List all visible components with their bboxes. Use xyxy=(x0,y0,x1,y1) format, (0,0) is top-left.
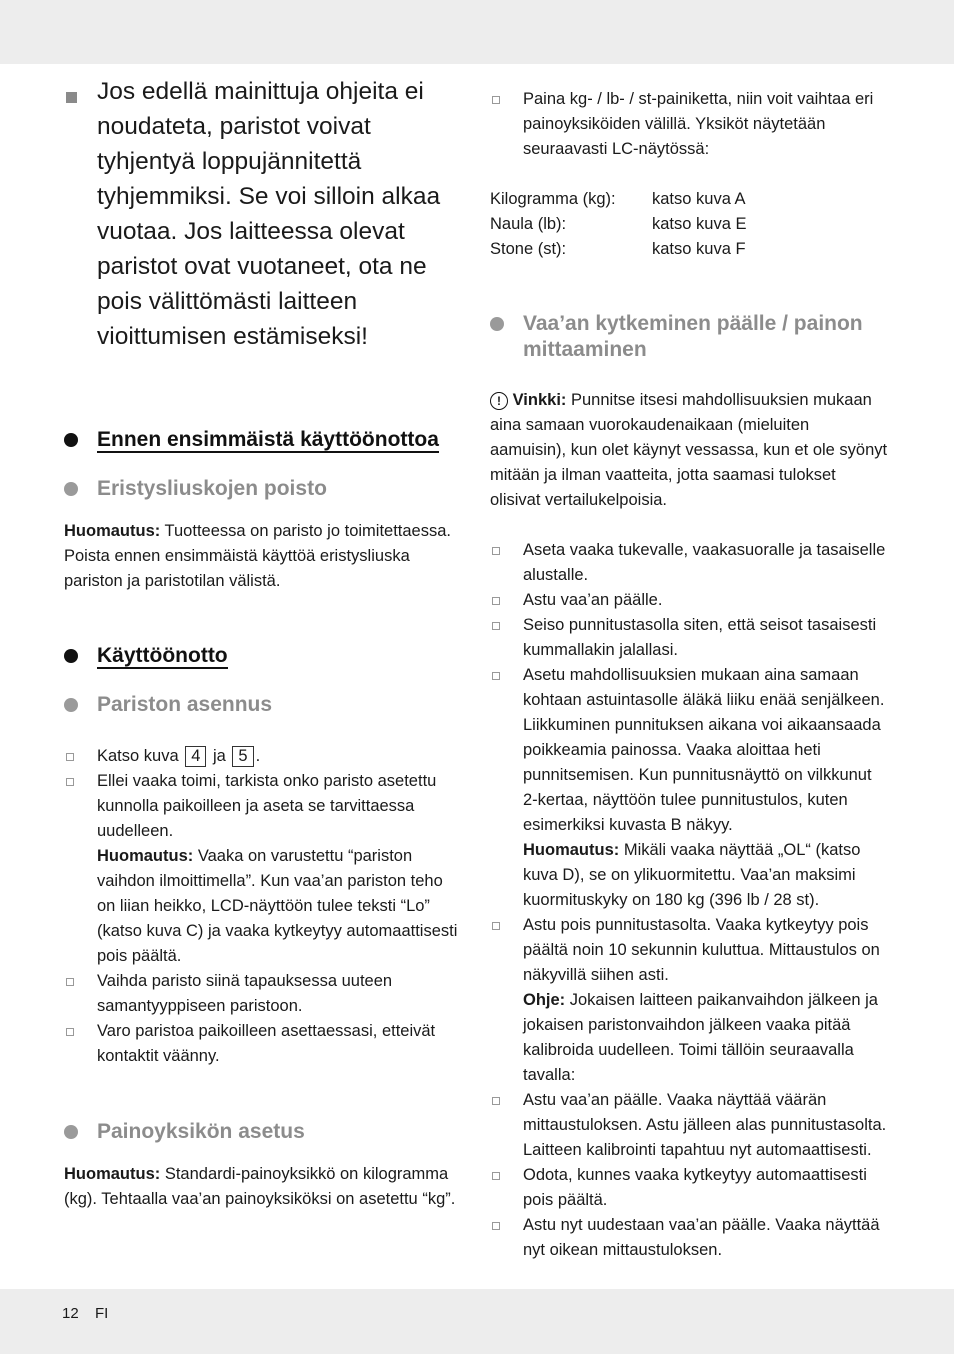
list-item: Astu pois punnitustasolta. Vaaka kytkeytyy pois päältä noin 10 sekunnin kuluttua. Mittaustulos on näkyvillä siihen asti. Ohje: Jokaisen laitteen paikanvaihdon jälkeen ja jokaisen paristonvaihdon jälkeen vaaka pitää kalibroida uudelleen. Toimi tällöin seuraavalla tavalla: xyxy=(490,913,888,1088)
bullet-dot-icon xyxy=(490,317,504,331)
bullet-dot-icon xyxy=(64,433,78,447)
weight-unit-note: Huomautus: Standardi-painoyksikkö on kilogramma (kg). Tehtaalla vaa’an painoyksiköksi on asetettu “kg”. xyxy=(64,1165,456,1208)
battery-warning: Jos edellä mainittuja ohjeita ei noudateta, paristot voivat tyhjentyä loppujännitettä tyhjemmiksi. Se voi silloin alkaa vuotaa. Jos laitteessa olevat paristot ovat vuotaneet, ota ne pois välittömästi laitteen vioittumisen estämiseksi! xyxy=(64,74,462,354)
list-item: Seiso punnitustasolla siten, että seisot tasaisesti kummallakin jalallasi. xyxy=(490,613,888,663)
subheading-battery-install: Pariston asennus xyxy=(64,692,462,718)
checkbox-bullet-icon xyxy=(66,1028,74,1036)
list-item: Ellei vaaka toimi, tarkista onko paristo asetettu kunnolla paikoilleen ja aseta se tarvittaessa uudelleen. Huomautus: Vaaka on varustettu “pariston vaihdon ilmoittimella”. Kun vaa’an pariston teho on liian heikko, LCD-näyttöön tulee teksti “Lo” (katso kuva C) ja vaaka kytkeytyy automaattisesti pois päältä. xyxy=(64,769,462,969)
list-item: Astu nyt uudestaan vaa’an päälle. Vaaka näyttää nyt oikean mittaustuloksen. xyxy=(490,1213,888,1263)
checkbox-bullet-icon xyxy=(492,1222,500,1230)
header-band xyxy=(0,0,954,64)
checkbox-bullet-icon xyxy=(492,1172,500,1180)
list-item: Varo paristoa paikoilleen asettaessasi, etteivät kontaktit väänny. xyxy=(64,1019,462,1069)
bullet-dot-icon xyxy=(64,649,78,663)
checkbox-bullet-icon xyxy=(66,978,74,986)
checkbox-bullet-icon xyxy=(492,1097,500,1105)
page-number: 12 xyxy=(62,1305,79,1322)
weighing-steps xyxy=(490,538,888,1263)
section-heading-commissioning: Käyttöönotto xyxy=(64,643,462,669)
list-item: Asetu mahdollisuuksien mukaan aina samaan kohtaan astuintasolle äläkä liiku enää senjälkeen. Liikkuminen punnituksen aikana voi aikaansaada poikkeamia painossa. Vaaka aloittaa heti punnitsemisen. Kun punnitusnäyttö on vilkkunut 2-kertaa, näyttöön tulee punnitustulos, kuten esimerkiksi kuvasta B näkyy. Huomautus: Mikäli vaaka näyttää „OL“ (katso kuva D), se on ylikuormitettu. Vaa’an maksimi kuormituskyky on 180 kg (396 lb / 28 st). xyxy=(490,663,888,913)
list-item: Paina kg- / lb- / st-painiketta, niin voit vaihtaa eri painoyksiköiden välillä. Yksiköt näytetään seuraavasti LC-näytössä: xyxy=(490,87,888,162)
checkbox-bullet-icon xyxy=(492,547,500,555)
checkbox-bullet-icon xyxy=(492,597,500,605)
language-code: FI xyxy=(95,1305,109,1322)
bullet-dot-icon xyxy=(64,698,78,712)
unit-table: Kilogramma (kg): katso kuva A Naula (lb): katso kuva E Stone (st): katso kuva F xyxy=(490,190,747,258)
figure-ref-box: 5 xyxy=(232,746,253,767)
subheading-weight-unit: Painoyksikön asetus xyxy=(64,1119,462,1145)
checkbox-bullet-icon xyxy=(66,753,74,761)
square-bullet-icon xyxy=(66,92,77,103)
list-item: Astu vaa’an päälle. Vaaka näyttää väärän mittaustuloksen. Astu jälleen alas punnitustasolta. Laitteen kalibrointi tapahtuu nyt automaattisesti. xyxy=(490,1088,888,1163)
subheading-switch-on-measure: Vaa’an kytkeminen päälle / painon mittaaminen xyxy=(490,311,888,363)
checkbox-bullet-icon xyxy=(492,96,500,104)
insulation-note: Huomautus: Tuotteessa on paristo jo toimitettaessa. Poista ennen ensimmäistä käyttöä eristysliuska pariston ja paristotilan välistä. xyxy=(64,522,451,590)
unit-steps xyxy=(490,87,888,162)
bullet-dot-icon xyxy=(64,482,78,496)
subheading-insulation-strip: Eristysliuskojen poisto xyxy=(64,476,462,502)
list-item: Astu vaa’an päälle. xyxy=(490,588,888,613)
left-column xyxy=(64,70,462,1212)
checkbox-bullet-icon xyxy=(66,778,74,786)
list-item: Katso kuva 4 ja 5 . xyxy=(64,744,462,769)
battery-steps xyxy=(64,744,462,1069)
bullet-dot-icon xyxy=(64,1125,78,1139)
checkbox-bullet-icon xyxy=(492,672,500,680)
right-column xyxy=(490,87,888,1263)
list-item: Vaihda paristo siinä tapauksessa uuteen samantyyppiseen paristoon. xyxy=(64,969,462,1019)
footer-band xyxy=(0,1289,954,1354)
list-item: Odota, kunnes vaaka kytkeytyy automaattisesti pois päältä. xyxy=(490,1163,888,1213)
warning-icon: ! xyxy=(490,392,508,410)
list-item: Aseta vaaka tukevalle, vaakasuoralle ja tasaiselle alustalle. xyxy=(490,538,888,588)
section-heading-before-first-use: Ennen ensimmäistä käyttöönottoa xyxy=(64,427,462,453)
tip-paragraph: ! Vinkki: Punnitse itsesi mahdollisuuksien mukaan aina samaan vuorokaudenaikaan (mieluiten aamuisin), kun olet käynyt vessassa, kun et ole syönyt mitään ja ilman vaatteita, jotta saamasi tulokset olisivat vertailukelpoisia. xyxy=(490,391,888,509)
checkbox-bullet-icon xyxy=(492,922,500,930)
figure-ref-box: 4 xyxy=(185,746,206,767)
checkbox-bullet-icon xyxy=(492,622,500,630)
